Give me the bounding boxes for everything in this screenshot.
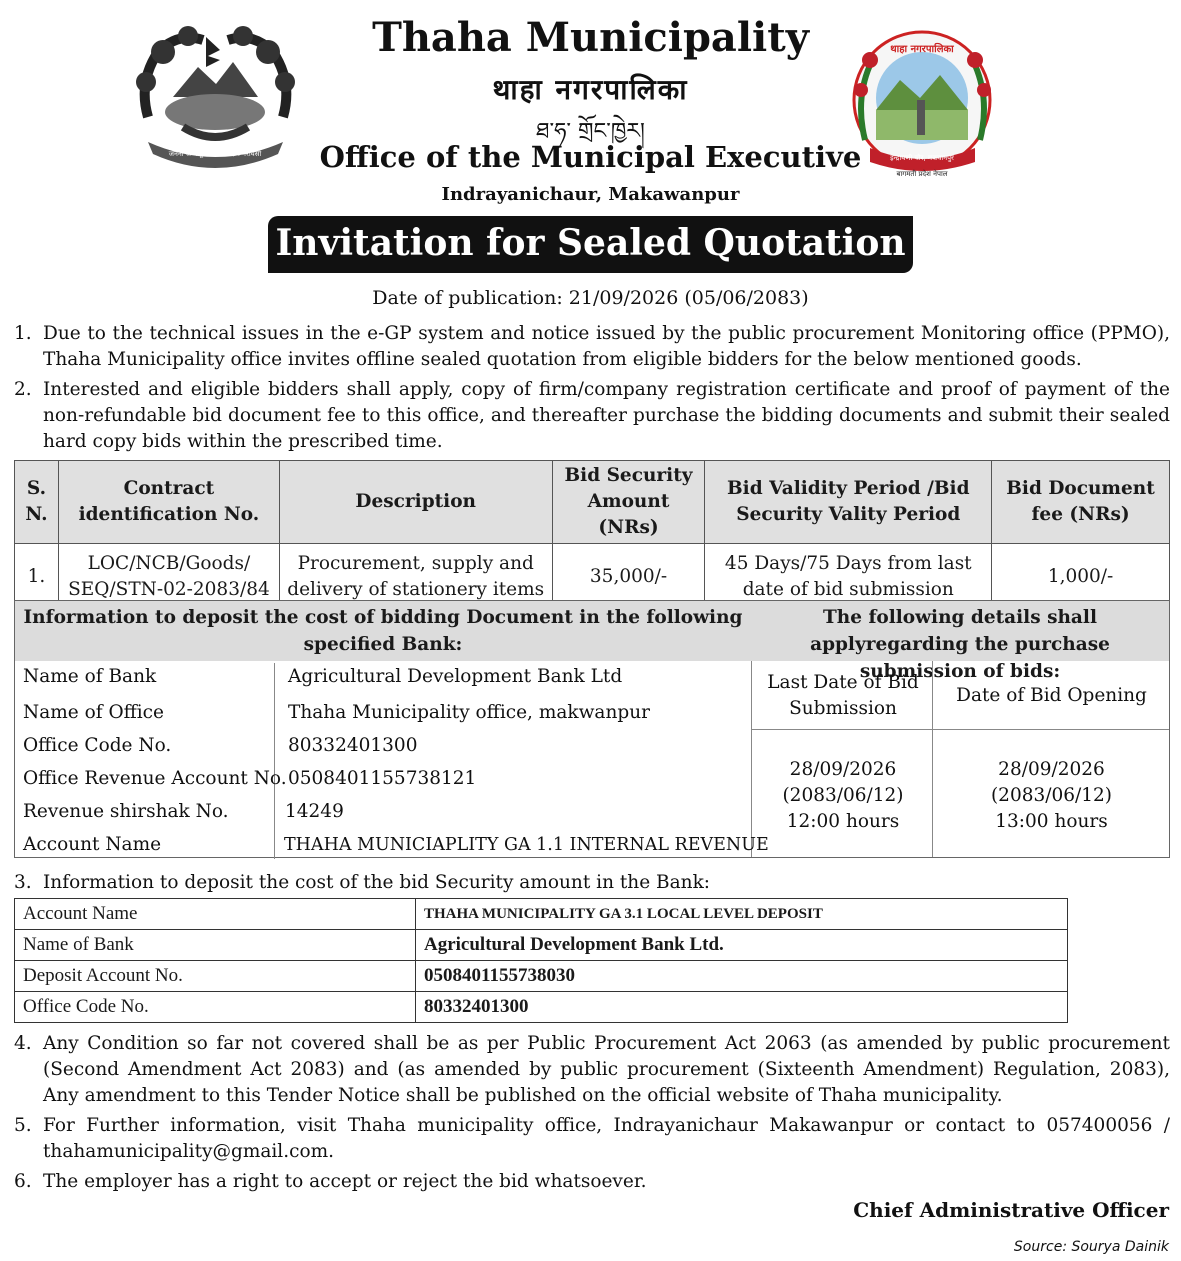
bank-schedule-box	[14, 600, 1170, 858]
paragraph-text: The employer has a right to accept or reject the bid whatsoever.	[43, 1171, 647, 1192]
notice-header	[0, 0, 1181, 309]
contract-table	[14, 460, 1170, 610]
bank-label: Name of Bank	[23, 666, 157, 687]
cell-bid-security: 35,000/-	[552, 544, 705, 610]
opening-date-bs: (2083/06/12)	[990, 785, 1113, 806]
paragraph-text: Due to the technical issues in the e-GP system and notice issued by the public procurement Monitoring office (PPMO), Thaha Municipality office invites offline sealed quotation from eligible bidders for the below mentioned goods.	[43, 323, 1170, 370]
cell-label: Office Code No.	[15, 992, 416, 1023]
opening-label: Date of Bid Opening	[956, 685, 1147, 706]
header-description: Description	[279, 461, 552, 544]
cell-value: THAHA MUNICIPALITY GA 3.1 LOCAL LEVEL DEPOSIT	[416, 899, 1068, 930]
submission-date: 28/09/2026	[789, 759, 897, 780]
table-row	[15, 899, 1068, 930]
cell-label: Name of Bank	[15, 930, 416, 961]
paragraph-number: 1.	[14, 323, 32, 344]
cell-label: Account Name	[15, 899, 416, 930]
bank-value: Agricultural Development Bank Ltd	[288, 666, 623, 687]
bank-label: Revenue shirshak No.	[23, 801, 229, 822]
paragraph-3	[14, 870, 1170, 896]
header-validity: Bid Validity Period /Bid Security Vality Period	[705, 461, 992, 544]
cell-doc-fee: 1,000/-	[992, 544, 1170, 610]
header-bid-security: Bid Security Amount (NRs)	[552, 461, 705, 544]
source-credit: Source: Sourya Dainik	[1013, 1239, 1169, 1255]
paragraph-text: Interested and eligible bidders shall apply, copy of firm/company registration certificate and proof of payment of the non-refundable bid document fee to this office, and thereafter purchase the bidding documents and submit their sealed hard copy bids within the prescribed time.	[43, 379, 1170, 452]
cell-label: Deposit Account No.	[15, 961, 416, 992]
logo-top-text: थाहा नगरपालिका	[890, 44, 954, 55]
bank-label: Name of Office	[23, 702, 164, 723]
emblem-motto: जननी जन्मभूमिश्च स्वर्गादपि गरीयसी	[168, 150, 262, 158]
logo-bottom-text: इन्द्रायणी चौर, मकवानपुर	[890, 154, 954, 162]
submission-label: Last Date of Bid Submission	[767, 672, 919, 719]
paragraph-6	[14, 1169, 1170, 1195]
paragraph-text: Information to deposit the cost of the bid Security amount in the Bank:	[43, 872, 711, 893]
table-row	[15, 930, 1068, 961]
notice-title-banner: Invitation for Sealed Quotation	[268, 216, 913, 273]
divider	[274, 663, 275, 859]
municipality-title: Thaha Municipality	[372, 14, 809, 61]
table-row	[15, 961, 1068, 992]
paragraph-number: 2.	[14, 379, 32, 400]
municipality-title-nepali: थाहा नगरपालिका	[492, 73, 689, 106]
divider	[751, 729, 1169, 730]
paragraph-5	[14, 1113, 1170, 1165]
header-doc-fee: Bid Document fee (NRs)	[992, 461, 1170, 544]
paragraph-2	[14, 377, 1170, 455]
bank-info-header: Information to deposit the cost of bidding Document in the following specified Bank:	[15, 601, 751, 661]
opening-time: 13:00 hours	[995, 811, 1108, 832]
header-contract-id: Contract identification No.	[58, 461, 279, 544]
logo-bottom-text-2: बागमती प्रदेश नेपाल	[896, 170, 948, 178]
bank-value: THAHA MUNICIAPLITY GA 1.1 INTERNAL REVENUE	[284, 835, 769, 855]
paragraph-text: For Further information, visit Thaha municipality office, Indrayanichaur Makawanpur or contact to 057400056 / thahamunicipality@gmail.com.	[43, 1115, 1170, 1162]
cell-sn: 1.	[15, 544, 59, 610]
cell-description: Procurement, supply and delivery of stationery items	[279, 544, 552, 610]
bank-value: Thaha Municipality office, makwanpur	[288, 702, 650, 723]
paragraph-number: 6.	[14, 1171, 32, 1192]
table-header-row	[15, 461, 1170, 544]
municipality-logo-icon	[845, 30, 1000, 180]
cell-value: Agricultural Development Bank Ltd.	[416, 930, 1068, 961]
publication-date: Date of publication: 21/09/2026 (05/06/2083)	[372, 287, 809, 309]
bank-label: Office Code No.	[23, 735, 172, 756]
paragraph-number: 5.	[14, 1115, 32, 1136]
submission-date-bs: (2083/06/12)	[782, 785, 904, 806]
municipality-title-local-script: ཐ་ཧ་ གྲོང་ཁྱེར།	[536, 119, 645, 144]
opening-date: 28/09/2026	[998, 759, 1105, 780]
bank-value: 14249	[285, 801, 344, 822]
bank-label: Office Revenue Account No.	[23, 768, 287, 789]
cell-value: 80332401300	[416, 992, 1068, 1023]
cell-value: 0508401155738030	[416, 961, 1068, 992]
table-row	[15, 992, 1068, 1023]
paragraph-1	[14, 321, 1170, 373]
office-name: Office of the Municipal Executive	[319, 140, 862, 174]
submission-time: 12:00 hours	[786, 811, 900, 832]
paragraph-number: 4.	[14, 1033, 32, 1054]
cell-validity: 45 Days/75 Days from last date of bid submission	[705, 544, 992, 610]
signatory-title: Chief Administrative Officer	[853, 1198, 1169, 1222]
office-address: Indrayanichaur, Makawanpur	[441, 184, 740, 205]
security-deposit-table	[14, 898, 1068, 1023]
paragraph-4	[14, 1031, 1170, 1109]
cell-contract-id: LOC/NCB/Goods/ SEQ/STN-02-2083/84	[58, 544, 279, 610]
bank-value: 80332401300	[288, 735, 418, 756]
schedule-header: The following details shall applyregarding the purchase submission of bids:	[751, 601, 1169, 661]
divider	[751, 661, 752, 857]
paragraph-text: Any Condition so far not covered shall be as per Public Procurement Act 2063 (as amended by public procurement (Second Amendment Act 2083) and (as amended by public procurement (Sixteenth Amendment) Regulation, 2083), Any amendment to this Tender Notice shall be published on the official website of Thaha municipality.	[43, 1033, 1170, 1106]
header-sn: S. N.	[15, 461, 59, 544]
paragraph-number: 3.	[14, 872, 32, 893]
bank-label: Account Name	[23, 834, 162, 855]
bank-value: 0508401155738121	[288, 768, 477, 789]
